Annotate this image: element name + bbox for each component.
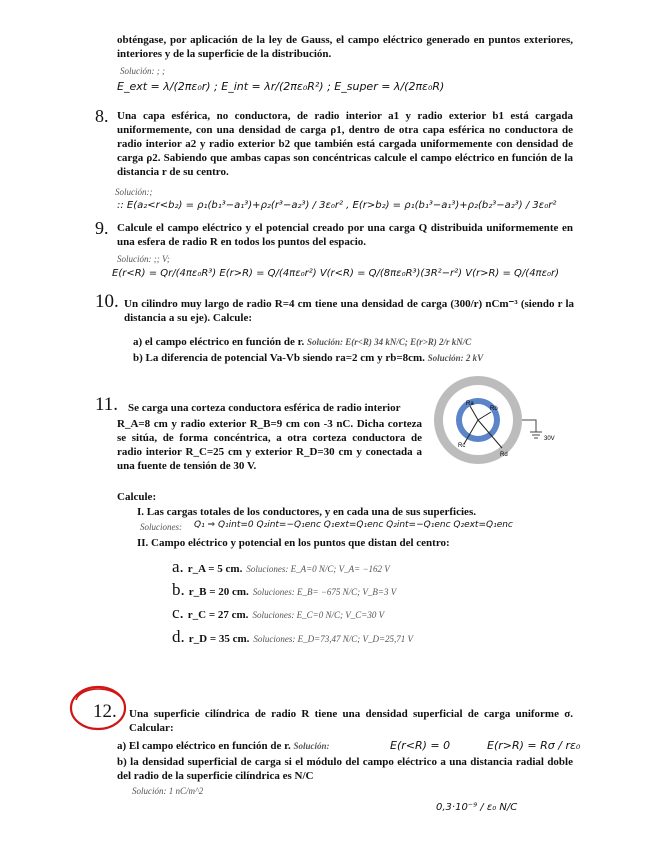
problem-12-item-b: b) la densidad superficial de carga si el módulo del campo eléctrico a una distancia radial doble del radio de la superficie cilíndrica es N/C bbox=[117, 756, 573, 782]
label-rc: Rc bbox=[458, 443, 466, 449]
problem-10-number: 10. bbox=[95, 291, 119, 312]
problem-9-solution-label: Solución: ;; V; bbox=[117, 254, 170, 264]
point-b-letter: b. bbox=[172, 580, 185, 599]
problem-12-item-b-handwritten: 0,3·10⁻⁹ / ε₀ N/C bbox=[436, 802, 518, 813]
point-c-letter: c. bbox=[172, 603, 184, 622]
problem-12-item-a bbox=[117, 740, 330, 753]
problem-12-handwritten-1: E(r<R) = 0 bbox=[390, 739, 451, 752]
problem-10-item-a-solution: Solución: E(r<R) 34 kN/C; E(r>R) 2/r kN/C bbox=[307, 337, 472, 347]
problem-12-item-a-solution-label: Solución: bbox=[293, 741, 330, 751]
intro-solution-label: Solución: ; ; bbox=[120, 66, 165, 76]
problem-9-handwritten-formula: E(r<R) = Qr/(4πε₀R³) E(r>R) = Q/(4πε₀r²) V(r<R) = Q/(8πε₀R³)(3R²−r²) V(r>R) = Q/(4πε₀r) bbox=[112, 268, 560, 279]
intro-text: obténgase, por aplicación de la ley de Gauss, el campo eléctrico generado en puntos exteriores, interiores y de la superficie de la distribución. bbox=[117, 34, 573, 60]
problem-11-part-i-handwritten: Q₁ ⇒ Q₁int=0 Q₂int=−Q₁enc Q₁ext=Q₁enc Q₂int=−Q₁enc Q₂ext=Q₁enc bbox=[194, 520, 513, 530]
problem-8-solution-label: Solución:; bbox=[115, 187, 153, 197]
problem-10-text: Un cilindro muy largo de radio R=4 cm tiene una densidad de carga (300/r) nCm⁻³ (siendo r la distancia a su eje). Calcule: bbox=[124, 298, 574, 324]
problem-12-text: Una superficie cilíndrica de radio R tiene una densidad superficial de carga uniforme σ. Calcular: bbox=[129, 708, 573, 734]
point-b-radius: r_B = 20 cm. bbox=[188, 586, 249, 598]
problem-10-item-a bbox=[133, 336, 471, 349]
problem-11-part-i: I. Las cargas totales de los conductores, y en cada una de sus superficies. bbox=[137, 506, 476, 518]
problem-10-item-b-solution: Solución: 2 kV bbox=[427, 353, 484, 363]
problem-11-part-ii: II. Campo eléctrico y potencial en los puntos que distan del centro: bbox=[137, 537, 450, 549]
label-rb: Rb bbox=[490, 406, 498, 412]
problem-10-item-a-label: a) el campo eléctrico en función de r. bbox=[133, 336, 305, 348]
problem-11-point-d bbox=[172, 627, 413, 647]
problem-11-point-a bbox=[172, 557, 390, 577]
problem-8-handwritten-formula: :: E(a₂<r<b₂) = ρ₁(b₁³−a₁³)+ρ₂(r³−a₂³) / 3ε₀r² , E(r>b₂) = ρ₁(b₁³−a₁³)+ρ₂(b₂³−a₂³) / 3ε₀r² bbox=[117, 200, 557, 211]
ground-wire bbox=[522, 420, 536, 432]
problem-11-point-c bbox=[172, 603, 384, 623]
intro-handwritten-formula: E_ext = λ/(2πε₀r) ; E_int = λr/(2πε₀R²) ; E_super = λ/(2πε₀R) bbox=[117, 80, 445, 93]
problem-10-item-b bbox=[133, 352, 483, 365]
problem-12-number: 12. bbox=[93, 701, 117, 722]
point-a-solution: Soluciones: E_A=0 N/C; V_A= −162 V bbox=[246, 564, 390, 574]
point-a-letter: a. bbox=[172, 557, 184, 576]
problem-8-number: 8. bbox=[95, 106, 109, 126]
problem-11-part-i-solution-label: Soluciones: bbox=[140, 522, 182, 532]
label-ra: Ra bbox=[466, 401, 474, 407]
point-c-solution: Soluciones: E_C=0 N/C; V_C=30 V bbox=[252, 610, 385, 620]
problem-10-item-b-label: b) La diferencia de potencial Va-Vb siendo ra=2 cm y rb=8cm. bbox=[133, 352, 425, 364]
problem-11-number: 11. bbox=[95, 394, 119, 415]
point-a-radius: r_A = 5 cm. bbox=[187, 563, 243, 575]
problem-9-text: Calcule el campo eléctrico y el potencial creado por una carga Q distribuida uniformemente en una esfera de radio R en todos los puntos del espacio. bbox=[117, 222, 573, 248]
point-c-radius: r_C = 27 cm. bbox=[187, 609, 249, 621]
source-label: 30V bbox=[544, 436, 555, 442]
problem-11-point-b bbox=[172, 580, 396, 600]
point-d-letter: d. bbox=[172, 627, 185, 646]
point-b-solution: Soluciones: E_B= −675 N/C; V_B=3 V bbox=[252, 587, 397, 597]
problem-12-handwritten-2: E(r>R) = Rσ / rε₀ bbox=[487, 739, 581, 752]
point-d-solution: Soluciones: E_D=73,47 N/C; V_D=25,71 V bbox=[253, 634, 414, 644]
problem-12-item-b-solution: Solución: 1 nC/m^2 bbox=[132, 786, 204, 796]
problem-9-number: 9. bbox=[95, 218, 109, 238]
problem-11-text-b: R_A=8 cm y radio exterior R_B=9 cm con -3 nC. Dicha corteza se sitúa, de forma concéntrica, a otra corteza conductora de radio interior R_C=25 cm y exterior R_D=30 cm y conectada a una fuente de tensión de 30 V. bbox=[117, 418, 422, 472]
problem-8-text: Una capa esférica, no conductora, de radio interior a1 y radio exterior b1 está cargada uniformemente, con una densidad de carga ρ1, dentro de otra capa esférica no conductora de radio interior a2 y radio exterior b2 que también está cargada uniformemente con densidad de carga ρ2. Sabiendo que ambas capas son concéntricas calcule el campo eléctrico en función de la distancia r de su centro. bbox=[117, 110, 573, 178]
problem-11-calc: Calcule: bbox=[117, 491, 157, 503]
label-rd: Rd bbox=[500, 452, 508, 458]
problem-12-item-a-label: a) El campo eléctrico en función de r. bbox=[117, 740, 291, 752]
problem-11-text-a: Se carga una corteza conductora esférica de radio interior bbox=[128, 402, 401, 414]
concentric-shells-figure bbox=[420, 370, 570, 480]
point-d-radius: r_D = 35 cm. bbox=[188, 633, 250, 645]
